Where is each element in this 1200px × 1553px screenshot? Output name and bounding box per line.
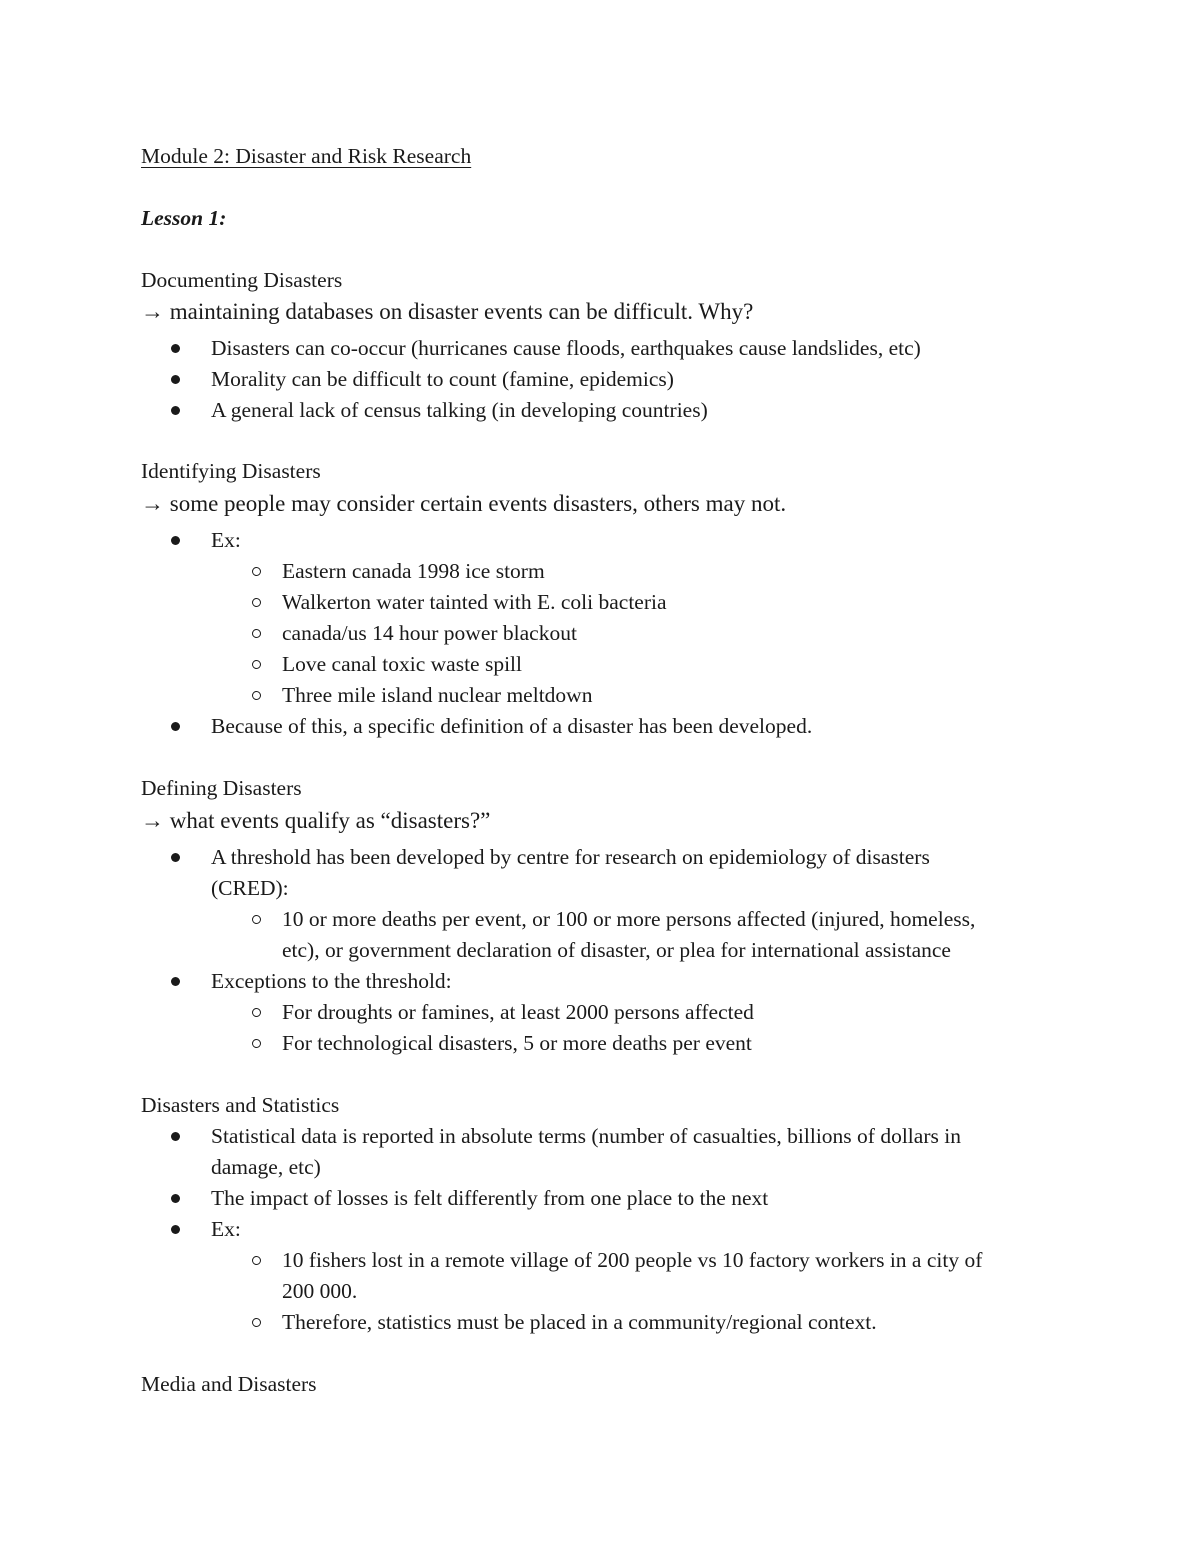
sub-list-item: Walkerton water tainted with E. coli bacteria [282, 590, 667, 614]
list-item: Exceptions to the threshold: [211, 969, 452, 993]
sub-list-item: Love canal toxic waste spill [282, 652, 523, 676]
list-item: A threshold has been developed by centre for research on epidemiology of disasters [211, 845, 930, 869]
section-heading-media: Media and Disasters [141, 1372, 317, 1396]
defining-intro: → what events qualify as “disasters?” [141, 808, 491, 833]
section-heading-documenting: Documenting Disasters [141, 268, 343, 292]
sub-bullet-icon [252, 567, 261, 576]
section-heading-statistics: Disasters and Statistics [141, 1093, 340, 1117]
sub-bullet-icon [252, 1318, 261, 1327]
list-item: Statistical data is reported in absolute terms (number of casualties, billions of dollars in [211, 1124, 961, 1148]
sub-bullet-icon [252, 691, 261, 700]
bullet-icon [171, 536, 180, 545]
list-item: Ex: [211, 528, 241, 552]
sub-bullet-icon [252, 1256, 261, 1265]
sub-list-item: Therefore, statistics must be placed in a community/regional context. [282, 1310, 877, 1334]
sub-list-item-continuation: etc), or government declaration of disaster, or plea for international assistance [282, 938, 951, 962]
bullet-icon [171, 1194, 180, 1203]
list-item: Morality can be difficult to count (famine, epidemics) [211, 367, 674, 391]
bullet-icon [171, 406, 180, 415]
sub-list-item: Eastern canada 1998 ice storm [282, 559, 545, 583]
sub-bullet-icon [252, 915, 261, 924]
identifying-intro: → some people may consider certain events disasters, others may not. [141, 491, 787, 516]
section-heading-defining: Defining Disasters [141, 776, 302, 800]
bullet-icon [171, 977, 180, 986]
sub-bullet-icon [252, 629, 261, 638]
sub-list-item-continuation: 200 000. [282, 1279, 358, 1303]
sub-list-item: For droughts or famines, at least 2000 persons affected [282, 1000, 754, 1024]
documenting-intro: → maintaining databases on disaster events can be difficult. Why? [141, 299, 754, 324]
sub-bullet-icon [252, 598, 261, 607]
bullet-icon [171, 1132, 180, 1141]
list-item: Because of this, a specific definition of a disaster has been developed. [211, 714, 813, 738]
sub-bullet-icon [252, 660, 261, 669]
list-item-continuation: (CRED): [211, 876, 289, 900]
sub-list-item: For technological disasters, 5 or more deaths per event [282, 1031, 752, 1055]
sub-list-item: canada/us 14 hour power blackout [282, 621, 577, 645]
lesson-heading: Lesson 1: [141, 206, 227, 230]
list-item-continuation: damage, etc) [211, 1155, 321, 1179]
list-item: Ex: [211, 1217, 241, 1241]
sub-bullet-icon [252, 1039, 261, 1048]
bullet-icon [171, 722, 180, 731]
sub-list-item: 10 fishers lost in a remote village of 200 people vs 10 factory workers in a city of [282, 1248, 983, 1272]
list-item: The impact of losses is felt differently from one place to the next [211, 1186, 769, 1210]
sub-list-item: 10 or more deaths per event, or 100 or more persons affected (injured, homeless, [282, 907, 976, 931]
bullet-icon [171, 853, 180, 862]
bullet-icon [171, 1225, 180, 1234]
sub-list-item: Three mile island nuclear meltdown [282, 683, 593, 707]
sub-bullet-icon [252, 1008, 261, 1017]
bullet-icon [171, 375, 180, 384]
list-item: Disasters can co-occur (hurricanes cause floods, earthquakes cause landslides, etc) [211, 336, 921, 360]
list-item: A general lack of census talking (in developing countries) [211, 398, 708, 422]
document-title: Module 2: Disaster and Risk Research [141, 144, 472, 168]
bullet-icon [171, 344, 180, 353]
section-heading-identifying: Identifying Disasters [141, 459, 321, 483]
